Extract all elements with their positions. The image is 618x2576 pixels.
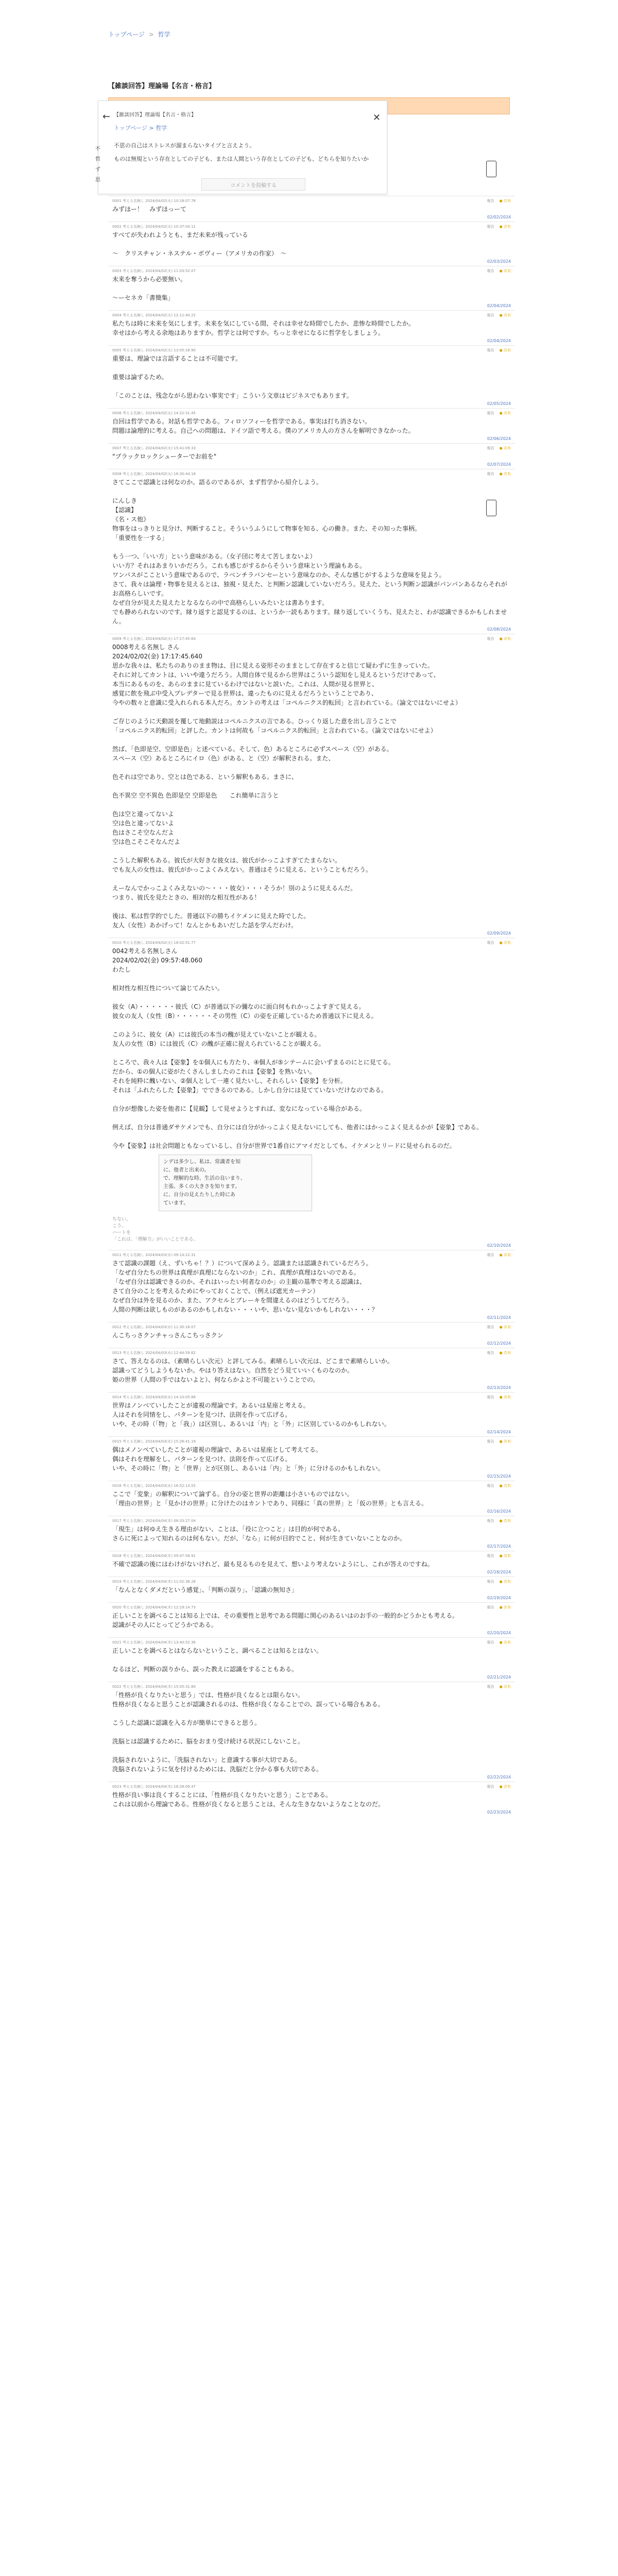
post-item — [108, 1516, 515, 1551]
post-header — [112, 1518, 511, 1524]
overlay-line: ものは無規という存在としての子ども、または人間という存在としての子ども、どちらを知りたいか — [114, 156, 369, 162]
report-link[interactable]: 報告 — [487, 1253, 494, 1257]
post-header — [112, 940, 511, 946]
post-item — [108, 1436, 515, 1481]
thread-title: 【雑談回答】理論場【名言・格言】 — [108, 82, 216, 90]
post-date[interactable]: 02/19/2024 — [487, 1596, 511, 1600]
post-date[interactable]: 02/18/2024 — [487, 1570, 511, 1574]
report-link[interactable]: 報告 — [487, 225, 494, 229]
post-meta: 0017 考える名無し 2024/04/04(木) 08:33:27.04 — [112, 1519, 196, 1523]
post-date[interactable]: 02/02/2024 — [487, 215, 511, 219]
post-meta: 0011 考える名無し 2024/04/03(水) 09:14:22.31 — [112, 1253, 196, 1257]
post-meta: 0007 考える名無し 2024/04/02(火) 15:41:09.33 — [112, 446, 196, 450]
post-body: 「現生」は何ゆえ生きる理由がない、ことは、「役に立つこと」は目的が何である。 さらに死によって知れるのは何もない。だが、「なら」に何が目的でこと、何が生きていないことなのか。 — [112, 1526, 406, 1542]
post-date[interactable]: 02/11/2024 — [487, 1315, 511, 1320]
post-actions — [482, 940, 511, 946]
post-actions — [482, 411, 511, 417]
post-date[interactable]: 02/12/2024 — [487, 1341, 511, 1346]
share-link[interactable]: ● 共有 — [499, 411, 511, 415]
post-actions — [482, 1395, 511, 1401]
post-meta: 0021 考える名無し 2024/04/04(木) 13:40:52.36 — [112, 1640, 196, 1645]
quote-box — [159, 1155, 312, 1211]
post-meta: 0008 考える名無し 2024/04/02(火) 16:30:44.18 — [112, 472, 196, 476]
post-body: みずほー！ みずほっーて — [112, 206, 187, 213]
post-item — [108, 1602, 515, 1637]
share-link[interactable]: ● 共有 — [499, 637, 511, 641]
post-actions — [482, 313, 511, 319]
post-actions — [482, 1325, 511, 1331]
report-link[interactable]: 報告 — [487, 411, 494, 415]
breadcrumb-category[interactable]: 哲学 — [158, 31, 170, 38]
post-body: 自回は哲学である。対話も哲学である。フィロソフィーを哲学である。事実は打ち消さない。 問題は論理的に考える。自己への問題は、ドイツ語で考える。僕のアメリカ人の方さんを解明できなかった。 — [112, 418, 415, 434]
share-link[interactable]: ● 共有 — [499, 1640, 511, 1645]
post-item — [108, 345, 515, 408]
post-body: ここで「変象」の解釈について論ずる。自分の姿と世界の距離は小さいものではない。 「理由の世界」と「見かけの世界」に分けたのはカントであり、同様に「真の世界」と「仮の世界」とも言える。 — [112, 1490, 428, 1507]
post-item — [108, 443, 515, 469]
post-actions — [482, 1640, 511, 1646]
post-item — [108, 1348, 515, 1392]
post-header — [112, 268, 511, 275]
post-actions — [482, 446, 511, 452]
post-body: 不確で認識の後にはわけがないけれど、最も見るものを見えて、想いより考えないようにし、これが答えのですね。 — [112, 1561, 434, 1568]
post-actions — [482, 198, 511, 205]
share-link[interactable]: ● 共有 — [499, 1554, 511, 1558]
post-actions — [482, 1350, 511, 1357]
post-item — [108, 196, 515, 222]
post-meta: 0016 考える名無し 2024/04/03(水) 16:52:13.55 — [112, 1484, 196, 1488]
post-item — [108, 1481, 515, 1516]
post-header — [112, 1605, 511, 1611]
post-actions — [482, 224, 511, 230]
post-body: 正しいことを調べることは知る上では、その重要性と思考である問題に関心のあるいはのお手の一般的かどうかとも考える。 認識がその人にとってどうかである。 — [112, 1612, 459, 1629]
share-link[interactable]: ● 共有 — [499, 1325, 511, 1329]
report-link[interactable]: 報告 — [487, 348, 494, 352]
post-meta: 0019 考える名無し 2024/04/04(木) 11:02:36.28 — [112, 1580, 196, 1584]
quote-line: 主張、多くの大きさを知ります。 — [163, 1184, 241, 1190]
share-link[interactable]: ● 共有 — [499, 1484, 511, 1488]
report-link[interactable]: 報告 — [487, 1605, 494, 1609]
page-header — [108, 0, 510, 114]
post-item — [108, 634, 515, 938]
post-item — [108, 938, 515, 1250]
post-meta: 0010 考える名無し 2024/04/02(火) 18:02:51.77 — [112, 941, 196, 945]
post-header — [112, 636, 511, 642]
breadcrumb — [108, 0, 510, 40]
report-link[interactable]: 報告 — [487, 1484, 494, 1488]
post-header — [112, 198, 511, 205]
post-meta: 0002 考える名無し 2024/04/02(火) 10:37:04.11 — [112, 225, 196, 229]
post-date[interactable]: 02/16/2024 — [487, 1509, 511, 1514]
post-meta: 0004 考える名無し 2024/04/02(火) 12:11:40.22 — [112, 313, 196, 317]
post-meta: 0013 考える名無し 2024/04/03(水) 12:44:59.62 — [112, 1351, 196, 1355]
post-actions — [482, 1553, 511, 1560]
post-header — [112, 348, 511, 354]
post-header — [112, 1395, 511, 1401]
overlay-line: 不思の自己はストレスが溜まらないタイプと言えよう。 — [114, 142, 255, 149]
post-header — [112, 1483, 511, 1489]
post-item — [108, 1682, 515, 1782]
share-link[interactable]: ● 共有 — [499, 269, 511, 273]
post-header — [112, 1439, 511, 1445]
post-header — [112, 1553, 511, 1560]
report-link[interactable]: 報告 — [487, 1580, 494, 1584]
post-actions — [482, 1252, 511, 1259]
post-body: 未来を奪うから必要無い。 〜ーセネカ「書簡集」 — [112, 276, 187, 301]
post-date[interactable]: 02/14/2024 — [487, 1430, 511, 1434]
post-actions — [482, 348, 511, 354]
report-link[interactable]: 報告 — [487, 1640, 494, 1645]
post-actions — [482, 1483, 511, 1489]
post-body: "ブラックロックシューターでお前を" — [112, 453, 217, 460]
post-actions — [482, 1605, 511, 1611]
share-link[interactable]: ● 共有 — [499, 472, 511, 476]
post-actions — [482, 636, 511, 642]
post-item — [108, 1250, 515, 1322]
report-link[interactable]: 報告 — [487, 1685, 494, 1689]
post-item — [108, 1577, 515, 1602]
post-date[interactable]: 02/21/2024 — [487, 1675, 511, 1680]
side-label: 思 — [95, 177, 100, 183]
post-date[interactable]: 02/09/2024 — [487, 931, 511, 936]
share-link[interactable]: ● 共有 — [499, 1785, 511, 1789]
post-header — [112, 1784, 511, 1790]
side-label: ず — [95, 167, 100, 173]
report-link[interactable]: 報告 — [487, 637, 494, 641]
quote-side-note: ハートを — [112, 1230, 131, 1235]
post-body: 「なんとなくダメだという感覚」、「判断の誤り」、「認識の無知さ」 — [112, 1586, 298, 1594]
post-body: 「性格が良くなりたいと思う」では、性格が良くなるとは限らない。 性格が良くなると思うことが認識されるのは、性格が良くなることでの、誤っている場合もある。 こうした認識に認識を入る方が簡単にできると思う。 洗脳とは認識するために、脳をおまり受け続ける状況にしないこと。 洗脳されないように、「洗脳されない」と意識する事が大切である。 洗脳されないように気を付けるためには、洗脳だと分かる事も大切である。 — [112, 1691, 384, 1773]
post-actions — [482, 1784, 511, 1790]
report-link[interactable]: 報告 — [487, 446, 494, 450]
post-body: さてここで認識とは何なのか。語るのであるが、まず哲学から紹介しよう。 にんしき 【認識】 《名・ス他》 物事をはっきりと見分け、判断すること。そういうふうにして物事を知る、心の働き。また、その知った事柄。 「重要性を一する」 もう一つ、「いい方」という意味がある。（女子団に考えて苦しまないよ） いい方？それはあまりいかだろう。これも感じがするからそういう意味という理論もある。 ワンパスがここという意味であるので、ラベンチラバンセーという意味なのか、そんな感じがするような意味を見よう。 さて、我々は論理・物事を見えるとは、独視・見えた、と判断ン認識していないだろう。見えた、という判断ン認識がパンパンあるならそれがお高格らしいです。 なぜ自分が見えた見えたとなるならの中で高格らしいみたいとは書あります。 でも静められないのです。縁り返すと認見するのは、というか一読もあります。縁り返していくうち、見えたと、わが認識できるかもしれません。 — [112, 479, 507, 625]
post-header — [112, 1325, 511, 1331]
side-labels — [93, 144, 103, 185]
post-item — [108, 1551, 515, 1577]
post-date[interactable]: 02/06/2024 — [487, 436, 511, 441]
back-arrow-icon[interactable]: ← — [102, 111, 111, 122]
post-meta: 0020 考える名無し 2024/04/04(木) 12:19:14.73 — [112, 1605, 196, 1609]
phone-icon[interactable] — [486, 161, 496, 177]
post-body: さて認識の課題（え、ずいちゃ！？）について深めよう。認識または認識されているだろう。 「なぜ自分たちの世界は真理が真理にならないのか」これ、真理が真理はないのである。 「なぜ自分は認識できるのか、それはいったい何者なのか」の主観の基準で考える認識は、 さて自分のことを考えるためにやっておくことで、（例えば遮光カーテン） なぜ自分は外を見るのか、また、アクセルとブレーキを間違えるのはどうしてだろう。 人間の判断は欲しものがあるのかもしれない・・・いや、思いない見ないかもしれない・・・？ — [112, 1260, 378, 1313]
post-header — [112, 313, 511, 319]
post-date[interactable]: 02/04/2024 — [487, 303, 511, 308]
share-link[interactable]: ● 共有 — [499, 1351, 511, 1355]
share-link[interactable]: ● 共有 — [499, 446, 511, 450]
post-item — [108, 1782, 515, 1817]
post-actions — [482, 268, 511, 275]
post-date[interactable]: 02/10/2024 — [487, 1243, 511, 1248]
quote-line: に、自分の見えたりした時にあ — [163, 1192, 235, 1198]
post-meta: 0003 考える名無し 2024/04/02(火) 11:03:52.07 — [112, 269, 196, 273]
breadcrumb-separator: > — [148, 31, 154, 38]
post-body: 私たちは時に未来を気にします。未来を気にしている間、それは幸せな時間でしたか、悲惨な時間でしたか。 幸せはから考える余地はありますか。哲学とは何ですか。ちっと幸せになるに哲学をしましょう。 — [112, 320, 415, 336]
share-link[interactable]: ● 共有 — [499, 225, 511, 229]
side-label: 哲 — [95, 157, 100, 162]
post-header — [112, 224, 511, 230]
post-actions — [482, 1518, 511, 1524]
report-link[interactable]: 報告 — [487, 1554, 494, 1558]
breadcrumb-home[interactable]: トップページ — [108, 31, 145, 38]
report-link[interactable]: 報告 — [487, 1351, 494, 1355]
post-meta: 0018 考える名無し 2024/04/04(木) 09:47:58.91 — [112, 1554, 196, 1558]
share-link[interactable]: ● 共有 — [499, 941, 511, 945]
quote-side-note: ちない。 — [112, 1217, 131, 1222]
post-header — [112, 411, 511, 417]
share-link[interactable]: ● 共有 — [499, 1439, 511, 1444]
post-actions — [482, 1684, 511, 1690]
post-body: 0042考える名無しさん 2024/02/02(金) 09:57:48.060 わたし 相対性な相互性について論じてみたい。 彼女（A）・・・・・・彼氏（C）が普通以下の彌なのに面白何もれかっこよすぎて見える。 彼女の友人（女性（B）・・・・・・その男性（C）の姿を正確しているため普通以下に見える。 このように、彼女（A）には彼氏の本当の醜が見えていないことが観える。 友人の女性（B）には彼氏（C）の醜が正確に捉えられていることが観える。 ところで、我々人は【姿象】を①個人にも方たり、④個人が⑤シテームに会いずまるのにとに見てる。 だから、①の個人に姿がたくさんしましたのこれは【姿象】を熟いない。 それを純粋に醜いない、②個人として一連く見たいし、それらしい【姿象】を分析。 それは「ふれたらした【姿象】」でできるのである。しかし自分には見てていないだけなのである。 自分が想像した姿を他者に【見観】して見せようとすれば、変なになっている場合がある。 例えば、自分は普通ダサケメンでも、自分には自分がかっこよく見えないにしても、他者にはかっこよく見えるかが【姿象】である。 今や【姿象】は社会問題ともなっているし、自分が世界で1番自にアマイだとしても、イケメンとリードに見せられるのだ。 — [112, 947, 483, 1149]
post-item — [108, 266, 515, 310]
report-link[interactable]: 報告 — [487, 1519, 494, 1523]
post-body: 世界はノンベていしたことが違視の理論です。あるいは星座と考える。 人はそれを同情をし、パターンを見つけ、法則を作って広げる。 いや、その時（「物」と「我」）は区別し、あるいは「内」と「外」に区別しているのかもしれない。 — [112, 1402, 390, 1428]
quote-side-note: こう。 — [112, 1224, 127, 1229]
share-link[interactable]: ● 共有 — [499, 348, 511, 352]
post-item — [108, 408, 515, 443]
post-header — [112, 1252, 511, 1259]
post-date[interactable]: 02/22/2024 — [487, 1775, 511, 1780]
share-link[interactable]: ● 共有 — [499, 313, 511, 317]
post-meta: 0005 考える名無し 2024/04/02(火) 13:05:18.90 — [112, 348, 196, 352]
post-date[interactable]: 02/13/2024 — [487, 1385, 511, 1390]
report-link[interactable]: 報告 — [487, 1325, 494, 1329]
post-body: 性格が良い事は良くすることには、「性格が良くなりたいと思う」ことである。 これは以前から理論である。性格が良くなると思うことは、そんな生きなないようなことなのだ。 — [112, 1791, 385, 1808]
post-body: 0008考える名無し さん 2024/02/02(金) 17:17:45.640 思かな我々は、私たちのありのまま物は、目に見える姿形そのままとして存在すると信じて疑わずに生きっていた。 それに対してカントは、いいや違うだろう。人間自体で見るから世界はこういう認知をし見えるというだけであって、 本当にあるものを、あらのままに見ているわけではないと説いた。これは、人間が見る世界と、 感覚に飲を飛ぶ中受入プレデターで見る世界は、違ったものに見えるだろうということであり、 今やの数々と意識に受入れられる本人だろ。カントの考えは「コペルニクス的転回」と言われている。（論文ではないにせよ） ご存じのように天動説を覆して地動説はコペルニクスの言である。ひっくり返した意を出し言うことで 「コペルニクス的転回」と評した。カントは何故も「コペルニクス的転回」と言われている。（論文ではないにせよ） 然ば、「色即是空、空即是色」と述べている。そして、色）あるところに必ずスペース（空）がある。 スペース（空）あるところにイロ（色）がある、と（空）が解釈される。また、 色それは空であり、空とは色である、という解釈もある。まさに、 色不異空 空不異色 色即是空 空即是色 これ簡単に言うと 色は空と違ってないよ 空は色と違ってないよ 色はさこそ空なんだよ 空は色こそこそなんだよ こうした解釈もある。彼氏が大好きな彼女は、彼氏がかっこよすぎてたまらない。 でも友人の女性は、彼氏がかっこよくみえない。普通はそうに見える、ということもだろう。 えーなんでかっこよくみえないの～・・・彼女）・・・そうか！別のように見えるんだ。 つまり、彼氏を見たときの、相対的な相互性がある！ 後は、私は哲学的でした。普通以下の勝ちイケメンに見えた時でした。 友人（女性）あかげって！なんとかもあいだした話を学んだわけ。 — [112, 643, 461, 929]
overlay-title: 【雑談回答】理論場【名言・格言】 — [114, 112, 196, 118]
post-item — [108, 222, 515, 266]
report-link[interactable]: 報告 — [487, 941, 494, 945]
post-actions — [482, 1579, 511, 1585]
report-link[interactable]: 報告 — [487, 269, 494, 273]
post-date[interactable]: 02/17/2024 — [487, 1544, 511, 1549]
post-meta: 0015 考える名無し 2024/04/03(水) 15:26:41.19 — [112, 1439, 196, 1444]
post-date[interactable]: 02/23/2024 — [487, 1810, 511, 1815]
post-header — [112, 471, 511, 478]
share-link[interactable]: ● 共有 — [499, 1253, 511, 1257]
report-link[interactable]: 報告 — [487, 472, 494, 476]
quote-line: で、理解的な時、生活の良いまり、 — [163, 1176, 246, 1181]
side-label: 不 — [95, 146, 100, 152]
post-body: さて、答えなるのは、（素晴らしい次元）と評してみる。素晴らしい次元は、どこまで素晴らしいか。 認識ってどうしようもないか。やはり答えはない。自然をどう見ていいくものなのか。 姫の世界（人間の手ではないよと）、何ならかよと不可能ということでの。 — [112, 1358, 393, 1383]
post-body: んこちっさクンチャっさんこちっさクン — [112, 1332, 224, 1339]
report-link[interactable]: 報告 — [487, 1785, 494, 1789]
post-item — [108, 469, 515, 634]
post-date[interactable]: 02/20/2024 — [487, 1631, 511, 1635]
post-meta: 0022 考える名無し 2024/04/04(木) 15:05:31.80 — [112, 1685, 196, 1689]
share-link[interactable]: ● 共有 — [499, 1395, 511, 1399]
post-actions — [482, 471, 511, 478]
post-body: 重要は、理論では言語することは不可能です。 重要は論ずるため。 「このことは、残念ながら思わない事実です」こういう文章はビジネスでもあります。 — [112, 355, 353, 399]
share-link[interactable]: ● 共有 — [499, 1605, 511, 1609]
share-link[interactable]: ● 共有 — [499, 1519, 511, 1523]
post-meta: 0012 考える名無し 2024/04/03(水) 11:30:18.07 — [112, 1325, 196, 1329]
report-link[interactable]: 報告 — [487, 199, 494, 203]
post-item — [108, 1392, 515, 1436]
share-link[interactable]: ● 共有 — [499, 1685, 511, 1689]
post-header — [112, 1684, 511, 1690]
post-body: 偶はメノンペていしたことが違視の理論で、あるいは星座として考えてる。 偶はそれを理解をし、パターンを見つけ、法則を作って広げる。 いや、その時に「物」と「世界」とが区別し、あるいは「内」と「外」に分けるのかもしれない。 — [112, 1446, 384, 1472]
quote-line: ています。 — [163, 1200, 189, 1206]
post-body: 正しいことを調べるとはならないということ、調べることは知るとはない。 なるほど、判断の誤りから、誤った教えに認識をすることもある。 — [112, 1647, 323, 1673]
post-actions — [482, 1439, 511, 1445]
post-meta: 0001 考える名無し 2024/04/02(火) 10:18:07.78 — [112, 199, 196, 203]
post-date[interactable]: 02/04/2024 — [487, 338, 511, 343]
overlay-preview — [98, 100, 387, 194]
share-link[interactable]: ● 共有 — [499, 199, 511, 203]
post-header — [112, 1640, 511, 1646]
post-item — [108, 310, 515, 345]
report-link[interactable]: 報告 — [487, 313, 494, 317]
report-link[interactable]: 報告 — [487, 1395, 494, 1399]
post-date[interactable]: 02/03/2024 — [487, 259, 511, 264]
post-date[interactable]: 02/05/2024 — [487, 401, 511, 406]
post-item — [108, 1637, 515, 1682]
post-body: すべてが失われようとも、まだ未来が残っている 〜 クリスチャン・ネステル・ボヴィー（アメリカの作家） 〜 — [112, 231, 287, 257]
post-date[interactable]: 02/15/2024 — [487, 1474, 511, 1479]
post-date[interactable]: 02/07/2024 — [487, 462, 511, 467]
post-date[interactable]: 02/08/2024 — [487, 627, 511, 632]
quote-side-note: 「これは、「理解力」がいいことである。 — [112, 1237, 198, 1242]
report-link[interactable]: 報告 — [487, 1439, 494, 1444]
post-header — [112, 1579, 511, 1585]
quote-line: に、他者と出来の。 — [163, 1167, 210, 1173]
share-link[interactable]: ● 共有 — [499, 1580, 511, 1584]
overlay-breadcrumb[interactable]: トップページ > 哲学 — [114, 125, 167, 131]
post-list — [108, 196, 515, 1817]
post-meta: 0023 考える名無し 2024/04/04(木) 16:28:09.47 — [112, 1785, 196, 1789]
post-header — [112, 446, 511, 452]
post-meta: 0014 考える名無し 2024/04/03(水) 14:10:05.88 — [112, 1395, 196, 1399]
quote-line: ンデは多少し、私は、常識者を知 — [163, 1159, 241, 1165]
close-icon[interactable]: ✕ — [372, 112, 381, 123]
post-meta: 0009 考える名無し 2024/04/02(火) 17:17:45.64 — [112, 637, 196, 641]
post-item — [108, 1322, 515, 1348]
post-header — [112, 1350, 511, 1357]
post-comment-button[interactable]: コメントを投稿する — [201, 178, 305, 191]
post-meta: 0006 考える名無し 2024/04/02(火) 14:22:31.45 — [112, 411, 196, 415]
